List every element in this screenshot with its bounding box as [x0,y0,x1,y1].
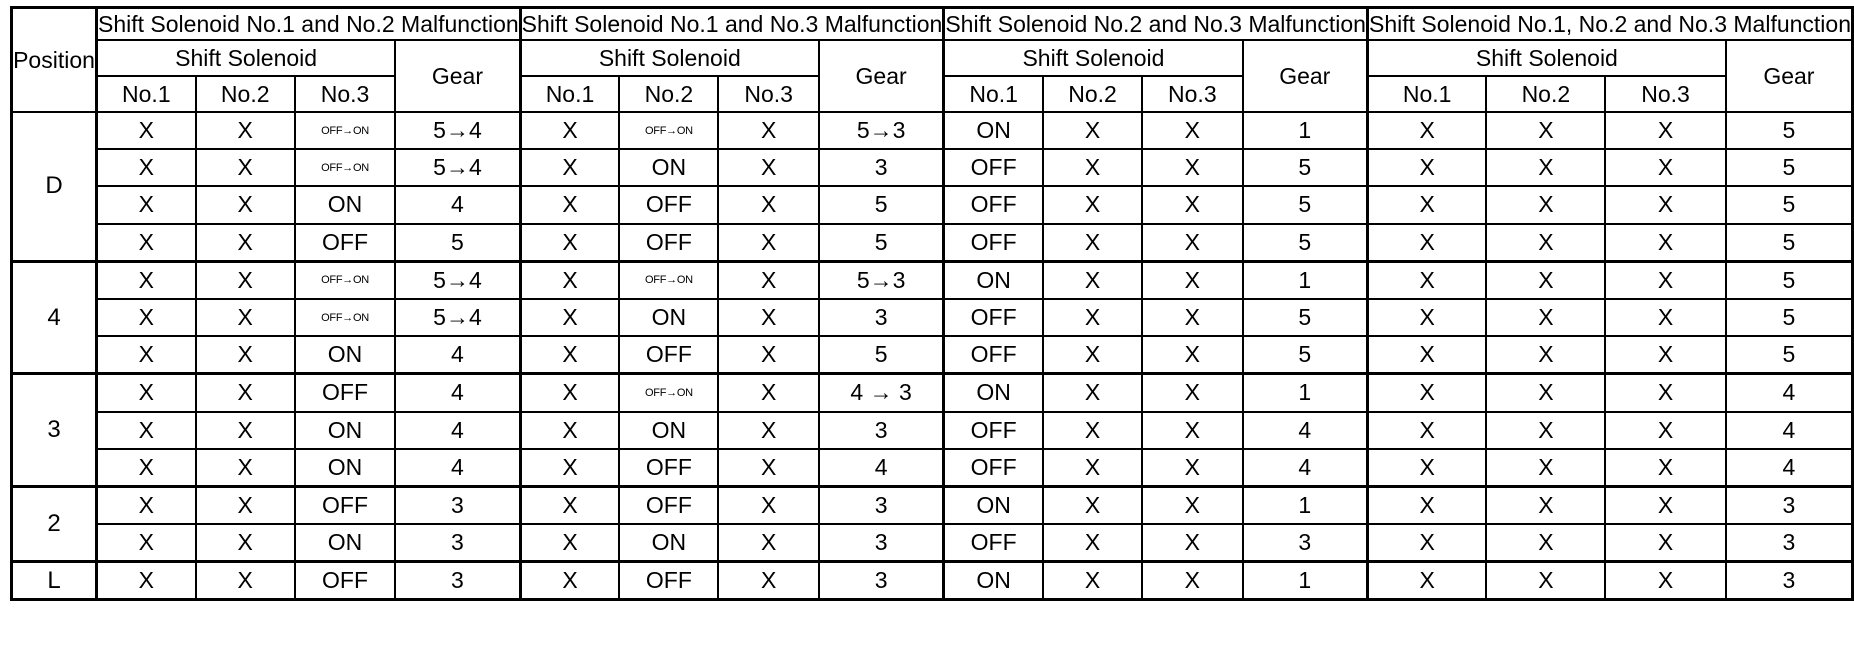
table-cell: OFF→ON [619,374,718,412]
table-cell: OFF→ON [295,149,395,186]
solenoid-no2-header: No.2 [619,76,718,112]
table-cell: OFF [944,299,1043,336]
table-cell: 5→4 [395,112,520,149]
table-cell: 5 [1243,336,1368,374]
table-cell: 4 [395,374,520,412]
table-cell: 4 [1726,412,1853,449]
table-cell: X [718,112,818,149]
table-cell: X [1605,299,1725,336]
table-cell: X [97,336,196,374]
table-cell: X [1367,486,1486,524]
table-cell: X [1043,299,1142,336]
table-cell: X [97,449,196,487]
table-cell: X [1367,374,1486,412]
table-cell: OFF [944,412,1043,449]
table-cell: X [1043,112,1142,149]
table-cell: X [1043,524,1142,562]
table-cell: 3 [1726,524,1853,562]
solenoid-no2-header: No.2 [196,76,295,112]
table-cell: X [1486,186,1605,223]
table-cell: X [520,562,619,600]
table-cell: 3 [819,149,944,186]
table-cell: X [196,149,295,186]
position-cell: D [12,112,97,261]
table-cell: X [520,336,619,374]
table-body [12,112,1853,600]
solenoid-no1-header: No.1 [97,76,196,112]
table-cell: 5 [1726,336,1853,374]
table-cell: 4 [395,412,520,449]
gear-header: Gear [819,40,944,112]
table-cell: X [1043,562,1142,600]
table-cell: X [1142,186,1242,223]
table-cell: X [1142,261,1242,299]
table-cell: 1 [1243,374,1368,412]
table-cell: X [1605,336,1725,374]
table-cell: X [196,374,295,412]
table-cell: X [1605,562,1725,600]
table-row [12,449,1853,487]
table-row [12,224,1853,262]
table-cell: X [1043,486,1142,524]
table-cell: ON [619,524,718,562]
table-cell: X [97,112,196,149]
table-cell: X [718,336,818,374]
table-cell: 3 [819,562,944,600]
table-cell: OFF [944,149,1043,186]
table-row [12,149,1853,186]
table-row [12,186,1853,223]
table-header [12,8,1853,113]
table-cell: X [97,486,196,524]
group-title: Shift Solenoid No.1, No.2 and No.3 Malfunction [1367,8,1852,41]
table-cell: OFF→ON [295,299,395,336]
table-cell: OFF→ON [619,261,718,299]
table-cell: ON [295,412,395,449]
table-cell: X [520,224,619,262]
table-cell: 4 [1726,449,1853,487]
table-cell: X [97,524,196,562]
table-cell: X [196,524,295,562]
group-title: Shift Solenoid No.1 and No.2 Malfunction [97,8,521,41]
table-cell: X [97,149,196,186]
table-cell: X [1605,112,1725,149]
table-cell: X [1605,149,1725,186]
table-cell: 5 [1726,224,1853,262]
table-cell: ON [944,261,1043,299]
table-cell: 5→4 [395,261,520,299]
table-cell: X [97,562,196,600]
table-cell: X [1605,224,1725,262]
table-cell: OFF [619,562,718,600]
table-cell: X [520,112,619,149]
table-cell: 5→3 [819,112,944,149]
table-cell: X [718,562,818,600]
table-cell: X [1605,486,1725,524]
table-cell: X [1605,449,1725,487]
solenoid-malfunction-table [10,6,1854,601]
table-cell: ON [944,374,1043,412]
table-cell: 3 [819,486,944,524]
table-cell: X [196,336,295,374]
table-cell: X [1043,261,1142,299]
table-cell: 5 [819,224,944,262]
table-cell: X [718,299,818,336]
position-header: Position [12,8,97,113]
table-cell: 1 [1243,562,1368,600]
table-cell: X [1367,412,1486,449]
table-cell: 5 [819,336,944,374]
table-cell: X [1142,562,1242,600]
table-cell: 4 [395,336,520,374]
table-cell: OFF→ON [619,112,718,149]
table-row [12,261,1853,299]
table-cell: X [718,374,818,412]
table-cell: X [718,412,818,449]
table-cell: X [520,524,619,562]
table-cell: 3 [1243,524,1368,562]
table-cell: X [1142,112,1242,149]
table-cell: X [520,412,619,449]
table-cell: X [1486,449,1605,487]
table-cell: 1 [1243,261,1368,299]
table-cell: OFF [295,224,395,262]
table-cell: OFF [944,449,1043,487]
table-cell: X [1486,412,1605,449]
table-cell: X [1142,299,1242,336]
table-cell: X [718,449,818,487]
table-cell: 3 [395,524,520,562]
table-cell: X [196,224,295,262]
table-cell: ON [295,449,395,487]
table-cell: X [196,112,295,149]
table-cell: 4 → 3 [819,374,944,412]
table-cell: X [718,486,818,524]
table-row [12,562,1853,600]
position-cell: L [12,562,97,600]
table-cell: X [1367,562,1486,600]
table-cell: OFF [619,186,718,223]
table-cell: X [520,186,619,223]
table-cell: 4 [395,449,520,487]
table-row [12,112,1853,149]
table-cell: X [718,186,818,223]
table-cell: X [718,261,818,299]
table-cell: 3 [1726,486,1853,524]
table-cell: 3 [819,524,944,562]
table-cell: X [718,224,818,262]
table-cell: 5 [1243,299,1368,336]
table-cell: ON [944,486,1043,524]
position-cell: 3 [12,374,97,487]
table-cell: X [520,449,619,487]
table-cell: ON [619,149,718,186]
table-cell: OFF [619,449,718,487]
table-cell: X [1486,261,1605,299]
table-cell: X [1142,374,1242,412]
table-cell: 5 [1243,186,1368,223]
table-cell: X [196,486,295,524]
table-cell: X [1605,374,1725,412]
table-cell: X [196,562,295,600]
table-cell: 3 [819,412,944,449]
table-cell: X [1142,149,1242,186]
table-cell: X [1486,299,1605,336]
table-cell: X [1605,186,1725,223]
table-cell: X [1605,261,1725,299]
solenoid-no1-header: No.1 [944,76,1043,112]
table-cell: X [97,186,196,223]
table-cell: 5→4 [395,299,520,336]
table-row [12,374,1853,412]
table-cell: ON [295,186,395,223]
gear-header: Gear [1243,40,1368,112]
table-cell: 4 [819,449,944,487]
table-row [12,336,1853,374]
table-cell: 5→3 [819,261,944,299]
table-cell: ON [619,299,718,336]
table-cell: X [1367,336,1486,374]
table-cell: X [1043,374,1142,412]
table-cell: X [520,486,619,524]
table-cell: X [1142,412,1242,449]
table-cell: 4 [1243,412,1368,449]
table-cell: X [1367,112,1486,149]
table-cell: OFF [944,224,1043,262]
table-cell: X [1043,186,1142,223]
table-cell: OFF [619,224,718,262]
table-cell: ON [619,412,718,449]
solenoid-no2-header: No.2 [1043,76,1142,112]
table-cell: X [1367,449,1486,487]
table-cell: X [1486,112,1605,149]
table-cell: 4 [395,186,520,223]
table-cell: X [1043,412,1142,449]
group-title: Shift Solenoid No.2 and No.3 Malfunction [944,8,1368,41]
table-cell: 3 [395,562,520,600]
solenoid-no3-header: No.3 [1142,76,1242,112]
table-cell: X [1367,524,1486,562]
table-cell: ON [944,112,1043,149]
table-cell: X [520,261,619,299]
table-cell: 5 [1726,112,1853,149]
shift-solenoid-header: Shift Solenoid [944,40,1243,76]
table-cell: X [1142,486,1242,524]
table-cell: 3 [1726,562,1853,600]
table-cell: OFF [944,186,1043,223]
table-cell: OFF [944,524,1043,562]
table-cell: X [196,299,295,336]
table-cell: X [1142,449,1242,487]
table-cell: ON [295,336,395,374]
solenoid-no1-header: No.1 [520,76,619,112]
table-cell: X [1043,336,1142,374]
table-cell: 5 [1726,299,1853,336]
table-cell: X [196,186,295,223]
table-row [12,486,1853,524]
table-cell: X [1486,562,1605,600]
table-cell: X [1367,299,1486,336]
table-cell: 5 [1243,149,1368,186]
table-cell: X [196,412,295,449]
table-cell: 1 [1243,112,1368,149]
table-cell: X [196,261,295,299]
table-cell: X [1486,224,1605,262]
table-row [12,299,1853,336]
table-cell: 5→4 [395,149,520,186]
table-cell: X [1367,186,1486,223]
table-cell: X [718,524,818,562]
table-cell: 4 [1243,449,1368,487]
solenoid-no3-header: No.3 [295,76,395,112]
table-cell: X [97,374,196,412]
table-cell: OFF [295,562,395,600]
table-row [12,524,1853,562]
table-cell: OFF [295,374,395,412]
table-cell: X [1142,224,1242,262]
solenoid-no3-header: No.3 [718,76,818,112]
table-cell: X [520,374,619,412]
table-cell: X [1605,524,1725,562]
table-cell: 4 [1726,374,1853,412]
table-cell: X [1367,149,1486,186]
table-cell: 5 [1726,186,1853,223]
table-cell: X [718,149,818,186]
table-cell: 1 [1243,486,1368,524]
table-cell: 5 [395,224,520,262]
table-cell: 5 [1726,261,1853,299]
table-cell: OFF [295,486,395,524]
position-cell: 2 [12,486,97,561]
table-cell: X [1486,374,1605,412]
solenoid-no3-header: No.3 [1605,76,1725,112]
table-cell: X [97,261,196,299]
table-cell: 3 [395,486,520,524]
position-cell: 4 [12,261,97,374]
table-cell: X [1043,449,1142,487]
table-cell: X [196,449,295,487]
table-cell: OFF [619,486,718,524]
table-cell: X [1043,149,1142,186]
table-cell: ON [944,562,1043,600]
table-cell: X [520,299,619,336]
table-cell: X [1367,224,1486,262]
table-cell: X [1486,149,1605,186]
gear-header: Gear [1726,40,1853,112]
shift-solenoid-header: Shift Solenoid [520,40,819,76]
gear-header: Gear [395,40,520,112]
table-cell: X [1043,224,1142,262]
table-cell: X [520,149,619,186]
table-cell: X [1486,486,1605,524]
table-cell: 5 [1726,149,1853,186]
table-cell: X [1605,412,1725,449]
solenoid-no1-header: No.1 [1367,76,1486,112]
table-cell: X [1486,336,1605,374]
table-cell: X [1142,524,1242,562]
table-cell: 5 [1243,224,1368,262]
table-cell: OFF [944,336,1043,374]
table-cell: X [1486,524,1605,562]
table-cell: ON [295,524,395,562]
table-row [12,412,1853,449]
shift-solenoid-header: Shift Solenoid [97,40,396,76]
table-cell: X [97,224,196,262]
table-cell: X [1367,261,1486,299]
table-cell: OFF→ON [295,112,395,149]
table-cell: X [97,299,196,336]
table-cell: X [1142,336,1242,374]
table-cell: OFF→ON [295,261,395,299]
table-cell: OFF [619,336,718,374]
group-title: Shift Solenoid No.1 and No.3 Malfunction [520,8,944,41]
table-cell: 5 [819,186,944,223]
shift-solenoid-header: Shift Solenoid [1367,40,1725,76]
table-cell: X [97,412,196,449]
solenoid-no2-header: No.2 [1486,76,1605,112]
table-cell: 3 [819,299,944,336]
